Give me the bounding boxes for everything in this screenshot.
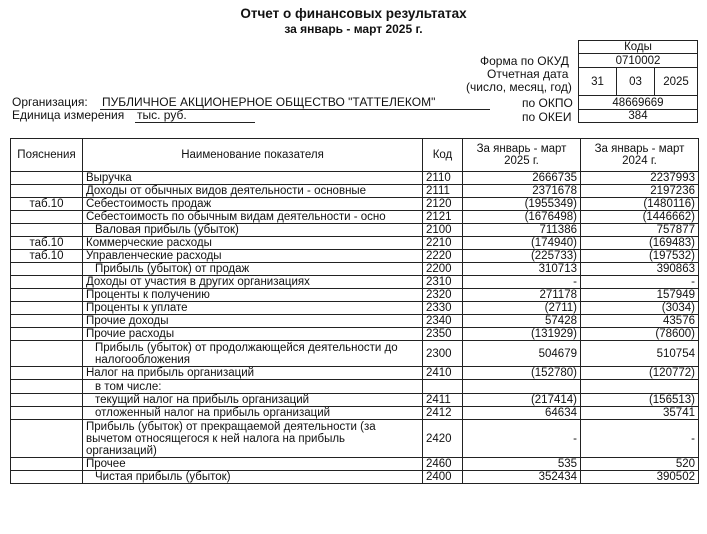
row-value-current: (131929) <box>463 328 581 341</box>
row-value-previous: 157949 <box>581 289 699 302</box>
row-value-current: (217414) <box>463 394 581 407</box>
row-code <box>423 380 463 394</box>
table-row <box>11 276 699 289</box>
row-value-current: (225733) <box>463 250 581 263</box>
row-notes <box>11 276 83 289</box>
row-value-previous: (1480116) <box>581 198 699 211</box>
row-notes: таб.10 <box>11 198 83 211</box>
row-name: Себестоимость по обычным видам деятельности - осно <box>83 211 423 224</box>
row-code: 2412 <box>423 407 463 420</box>
row-notes <box>11 394 83 407</box>
table-row <box>11 237 699 250</box>
row-notes <box>11 367 83 380</box>
row-value-previous: 390863 <box>581 263 699 276</box>
row-value-current: (174940) <box>463 237 581 250</box>
row-notes <box>11 172 83 185</box>
table-row <box>11 341 699 367</box>
row-notes <box>11 315 83 328</box>
row-value-previous: 390502 <box>581 471 699 484</box>
row-value-current: 352434 <box>463 471 581 484</box>
row-value-current <box>463 380 581 394</box>
row-code: 2350 <box>423 328 463 341</box>
row-name: Налог на прибыль организаций <box>83 367 423 380</box>
row-notes: таб.10 <box>11 237 83 250</box>
row-value-previous: (3034) <box>581 302 699 315</box>
unit-label: Единица измерения <box>12 108 125 122</box>
row-notes <box>11 289 83 302</box>
row-notes <box>11 211 83 224</box>
table-row <box>11 315 699 328</box>
row-notes <box>11 380 83 394</box>
row-value-current: 535 <box>463 458 581 471</box>
table-row <box>11 367 699 380</box>
row-code: 2210 <box>423 237 463 250</box>
unit-value: тыс. руб. <box>137 108 187 122</box>
row-value-previous: - <box>581 420 699 458</box>
row-name: Доходы от обычных видов деятельности - основные <box>83 185 423 198</box>
row-name: Прочее <box>83 458 423 471</box>
row-code: 2340 <box>423 315 463 328</box>
row-value-current: (1676498) <box>463 211 581 224</box>
row-notes <box>11 302 83 315</box>
date-year: 2025 <box>655 68 698 96</box>
okei-label: по ОКЕИ <box>522 110 572 124</box>
table-row <box>11 471 699 484</box>
table-row <box>11 394 699 407</box>
row-value-previous: (78600) <box>581 328 699 341</box>
row-name: Выручка <box>83 172 423 185</box>
financial-results-table <box>10 138 699 484</box>
row-code: 2420 <box>423 420 463 458</box>
row-code: 2120 <box>423 198 463 211</box>
row-notes <box>11 328 83 341</box>
row-name: отложенный налог на прибыль организаций <box>83 407 423 420</box>
row-name: Прочие расходы <box>83 328 423 341</box>
table-row <box>11 198 699 211</box>
row-code: 2300 <box>423 341 463 367</box>
row-name: Себестоимость продаж <box>83 198 423 211</box>
row-name: Проценты к получению <box>83 289 423 302</box>
column-header-notes: Пояснения <box>11 139 83 172</box>
row-value-current: 64634 <box>463 407 581 420</box>
row-value-previous: (169483) <box>581 237 699 250</box>
row-value-previous: 2237993 <box>581 172 699 185</box>
row-value-previous: (1446662) <box>581 211 699 224</box>
table-row <box>11 328 699 341</box>
row-name: Проценты к уплате <box>83 302 423 315</box>
row-value-current: 2666735 <box>463 172 581 185</box>
row-code: 2200 <box>423 263 463 276</box>
row-code: 2100 <box>423 224 463 237</box>
table-row <box>11 458 699 471</box>
column-header-previous-period: За январь - март 2024 г. <box>581 139 699 172</box>
row-code: 2460 <box>423 458 463 471</box>
table-row <box>11 172 699 185</box>
row-value-current: 271178 <box>463 289 581 302</box>
row-value-previous: 35741 <box>581 407 699 420</box>
unit-underline <box>135 122 255 123</box>
row-value-previous: (120772) <box>581 367 699 380</box>
row-code: 2121 <box>423 211 463 224</box>
row-notes <box>11 420 83 458</box>
table-row <box>11 420 699 458</box>
row-name: в том числе: <box>83 380 423 394</box>
table-row <box>11 302 699 315</box>
table-row <box>11 185 699 198</box>
table-row <box>11 407 699 420</box>
table-row <box>11 380 699 394</box>
table-row <box>11 289 699 302</box>
row-code: 2400 <box>423 471 463 484</box>
report-title: Отчет о финансовых результатах <box>240 6 467 21</box>
row-value-current: - <box>463 420 581 458</box>
date-month: 03 <box>617 68 655 96</box>
row-value-previous: (197532) <box>581 250 699 263</box>
report-date-format-label: (число, месяц, год) <box>466 80 572 94</box>
row-notes <box>11 458 83 471</box>
row-notes <box>11 185 83 198</box>
row-name: Прибыль (убыток) от продаж <box>83 263 423 276</box>
table-row <box>11 224 699 237</box>
row-name: Валовая прибыль (убыток) <box>83 224 423 237</box>
row-name: Доходы от участия в других организациях <box>83 276 423 289</box>
row-code: 2410 <box>423 367 463 380</box>
table-row <box>11 250 699 263</box>
row-value-current: 711386 <box>463 224 581 237</box>
row-value-previous: 520 <box>581 458 699 471</box>
row-value-current: (2711) <box>463 302 581 315</box>
row-value-current: 57428 <box>463 315 581 328</box>
okpo-label: по ОКПО <box>522 96 573 110</box>
row-name: Прибыль (убыток) от продолжающейся деятельности до налогообложения <box>83 341 423 367</box>
row-notes <box>11 471 83 484</box>
column-header-code: Код <box>423 139 463 172</box>
table-row <box>11 211 699 224</box>
row-value-current: (152780) <box>463 367 581 380</box>
row-code: 2310 <box>423 276 463 289</box>
row-notes: таб.10 <box>11 250 83 263</box>
row-code: 2111 <box>423 185 463 198</box>
row-name: Управленческие расходы <box>83 250 423 263</box>
okud-label: Форма по ОКУД <box>480 54 569 68</box>
row-code: 2220 <box>423 250 463 263</box>
row-name: Коммерческие расходы <box>83 237 423 250</box>
row-code: 2320 <box>423 289 463 302</box>
codes-box <box>578 40 698 123</box>
table-row <box>11 263 699 276</box>
row-code: 2330 <box>423 302 463 315</box>
row-value-current: - <box>463 276 581 289</box>
row-value-previous: - <box>581 276 699 289</box>
row-name: текущий налог на прибыль организаций <box>83 394 423 407</box>
report-period: за январь - март 2025 г. <box>284 22 423 36</box>
row-value-previous: 2197236 <box>581 185 699 198</box>
row-notes <box>11 224 83 237</box>
okud-value: 0710002 <box>579 54 698 68</box>
row-value-current: 310713 <box>463 263 581 276</box>
column-header-current-period: За январь - март 2025 г. <box>463 139 581 172</box>
row-notes <box>11 341 83 367</box>
row-value-current: (1955349) <box>463 198 581 211</box>
report-date-label: Отчетная дата <box>487 67 569 81</box>
okei-value: 384 <box>579 110 698 123</box>
row-value-previous <box>581 380 699 394</box>
row-code: 2110 <box>423 172 463 185</box>
row-value-current: 2371678 <box>463 185 581 198</box>
date-day: 31 <box>579 68 617 96</box>
row-value-previous: 510754 <box>581 341 699 367</box>
row-value-current: 504679 <box>463 341 581 367</box>
row-notes <box>11 407 83 420</box>
row-code: 2411 <box>423 394 463 407</box>
row-name: Прочие доходы <box>83 315 423 328</box>
organization-name: ПУБЛИЧНОЕ АКЦИОНЕРНОЕ ОБЩЕСТВО "ТАТТЕЛЕКОМ" <box>102 95 436 109</box>
row-value-previous: 43576 <box>581 315 699 328</box>
column-header-name: Наименование показателя <box>83 139 423 172</box>
okpo-value: 48669669 <box>579 96 698 110</box>
row-name: Чистая прибыль (убыток) <box>83 471 423 484</box>
organization-label: Организация: <box>12 95 88 109</box>
codes-header: Коды <box>579 41 698 54</box>
row-value-previous: 757877 <box>581 224 699 237</box>
row-value-previous: (156513) <box>581 394 699 407</box>
row-name: Прибыль (убыток) от прекращаемой деятельности (за вычетом относящегося к ней налога на прибыль организаций) <box>83 420 423 458</box>
row-notes <box>11 263 83 276</box>
